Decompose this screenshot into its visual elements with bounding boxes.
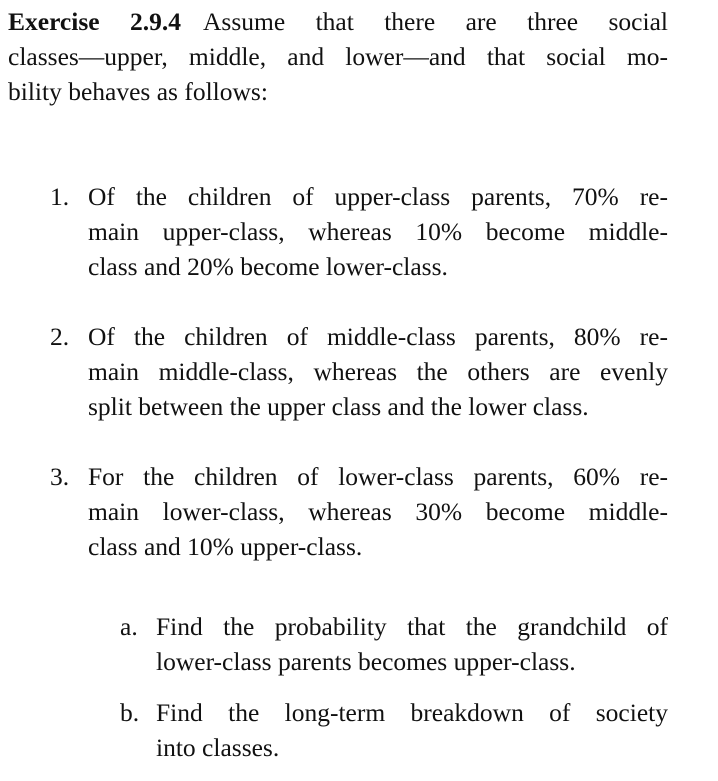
question-line: Find the probability that the grandchild of xyxy=(156,612,668,641)
item-line: class and 20% become lower-class. xyxy=(88,252,448,281)
item-line: main upper-class, whereas 10% become middle- xyxy=(88,217,668,246)
item-line: Of the children of upper-class parents, 70% re- xyxy=(88,182,668,211)
item-line: main lower-class, whereas 30% become middle- xyxy=(88,497,668,526)
question-line: lower-class parents becomes upper-class. xyxy=(156,647,576,676)
list-item xyxy=(8,179,668,284)
intro-line-1 xyxy=(8,4,668,39)
mobility-rules-list xyxy=(8,179,668,564)
exercise-intro xyxy=(8,4,668,109)
item-number: 2. xyxy=(50,322,70,351)
item-number: 1. xyxy=(50,182,70,211)
question-line: Find the long-term breakdown of society xyxy=(156,698,668,727)
intro-line-2: classes—upper, middle, and lower—and that social mo- xyxy=(8,42,668,71)
item-line: For the children of lower-class parents, 60% re- xyxy=(88,462,668,491)
list-item xyxy=(8,319,668,424)
item-line: class and 10% upper-class. xyxy=(88,532,363,561)
question-line: into classes. xyxy=(156,733,280,762)
exercise-page xyxy=(8,4,668,781)
question-item xyxy=(8,609,668,679)
intro-line-3: bility behaves as follows: xyxy=(8,77,268,106)
question-letter: a. xyxy=(120,612,138,641)
item-line: split between the upper class and the lower class. xyxy=(88,392,589,421)
exercise-title: Exercise 2.9.4 xyxy=(8,7,181,36)
intro-text-1: Assume that there are three social xyxy=(203,7,668,36)
item-number: 3. xyxy=(50,462,70,491)
item-line: main middle-class, whereas the others are evenly xyxy=(88,357,668,386)
question-letter: b. xyxy=(120,698,140,727)
questions-list xyxy=(8,609,668,765)
item-line: Of the children of middle-class parents, 80% re- xyxy=(88,322,668,351)
list-item xyxy=(8,459,668,564)
question-item xyxy=(8,695,668,765)
